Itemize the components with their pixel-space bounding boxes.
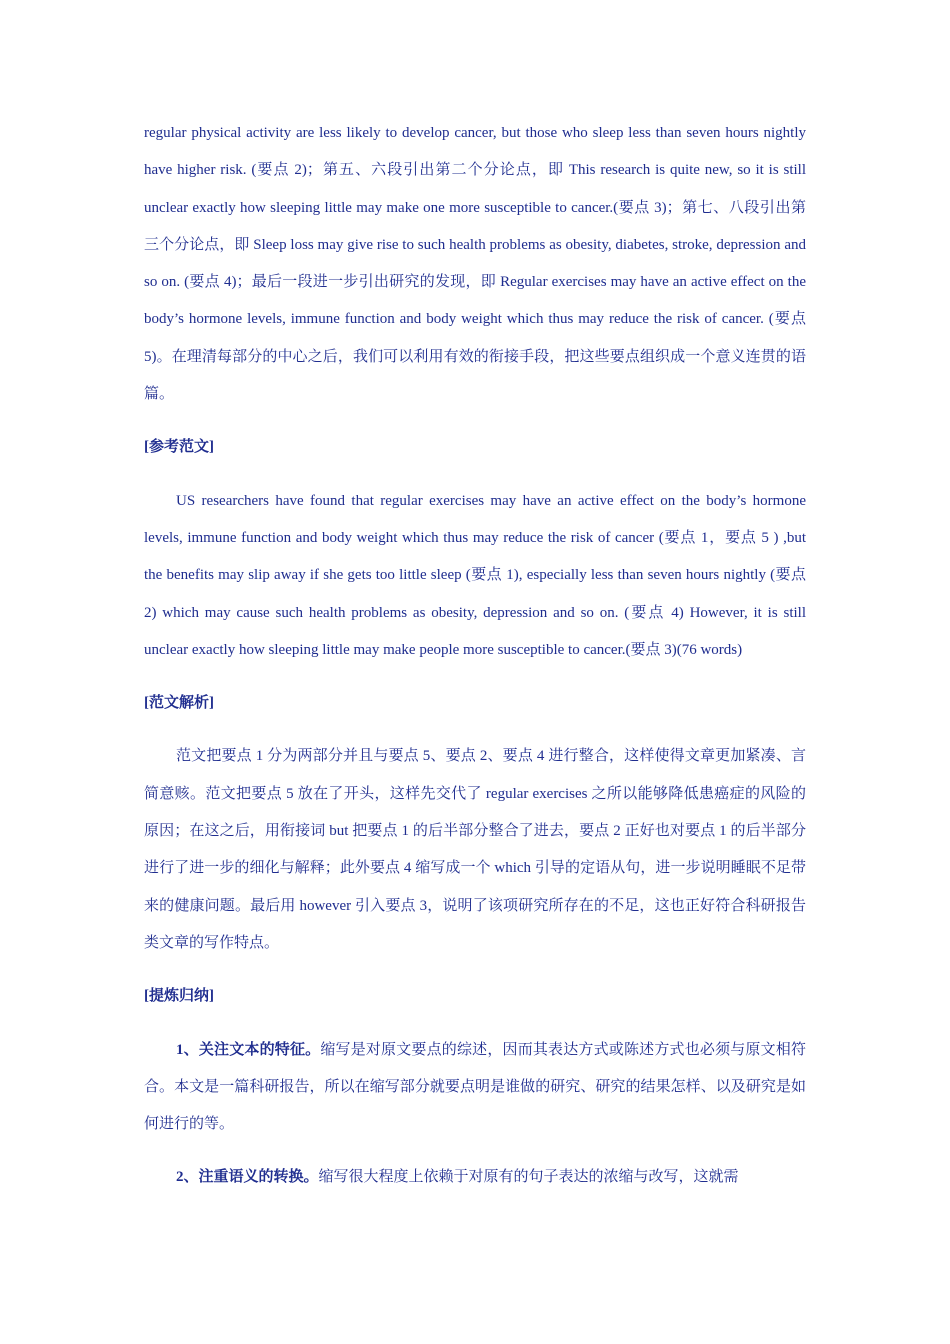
summary-point-2 <box>144 1159 806 1196</box>
summary-point-1-text: 缩写是对原文要点的综述，因而其表达方式或陈述方式也必须与原文相符合。本文是一篇科研报告，所以在缩写部分就要点明是谁做的研究、研究的结果怎样、以及研究是如何进行的等。 <box>144 1041 806 1133</box>
reference-heading: [参考范文] <box>144 439 214 456</box>
summary-heading: [提炼归纳] <box>144 988 214 1005</box>
analysis-paragraph: 范文把要点 1 分为两部分并且与要点 5、要点 2、要点 4 进行整合，这样使得文章更加紧凑、言简意赅。范文把要点 5 放在了开头，这样先交代了 regular exercises 之所以能够降低患癌症的风险的原因；在这之后，用衔接词 but 把要点 1 的后半部分整合了进去，要点 2 正好也对要点 1 的后半部分进行了进一步的细化与解释；此外要点 4 缩写成一个 which 引导的定语从句，进一步说明睡眠不足带来的健康问题。最后用 however 引入要点 3，说明了该项研究所存在的不足，这也正好符合科研报告类文章的写作特点。 <box>144 748 806 951</box>
summary-point-2-title: 2、注重语义的转换。 <box>176 1169 319 1186</box>
document-page <box>144 115 806 1197</box>
analysis-heading: [范文解析] <box>144 695 214 712</box>
intro-paragraph: regular physical activity are less likely to develop cancer, but those who sleep less than seven hours nightly have higher risk. (要点 2)；第五、六段引出第二个分论点，即 This research is quite new, so it is still unclear exactly how sleeping little may make one more susceptible to cancer.(要点 3)；第七、八段引出第三个分论点，即 Sleep loss may give rise to such health problems as obesity, diabetes, stroke, depression and so on. (要点 4)；最后一段进一步引出研究的发现，即 Regular exercises may have an active effect on the body’s hormone levels, immune function and body weight which thus may reduce the risk of cancer. (要点 5)。在理清每部分的中心之后，我们可以利用有效的衔接手段，把这些要点组织成一个意义连贯的语篇。 <box>144 125 806 403</box>
summary-point-2-text: 缩写很大程度上依赖于对原有的句子表达的浓缩与改写，这就需 <box>318 1169 739 1186</box>
summary-point-1-title: 1、关注文本的特征。 <box>176 1041 321 1058</box>
summary-point-1 <box>144 1032 806 1144</box>
reference-paragraph: US researchers have found that regular exercises may have an active effect on the body’s hormone levels, immune function and body weight which thus may reduce the risk of cancer (要点 1，要点 5 ) ,but the benefits may slip away if she gets too little sleep (要点 1), especially less than seven hours nightly (要点 2) which may cause such health problems as obesity, depression and so on. (要点 4) However, it is still unclear exactly how sleeping little may make people more susceptible to cancer.(要点 3)(76 words) <box>144 492 806 658</box>
